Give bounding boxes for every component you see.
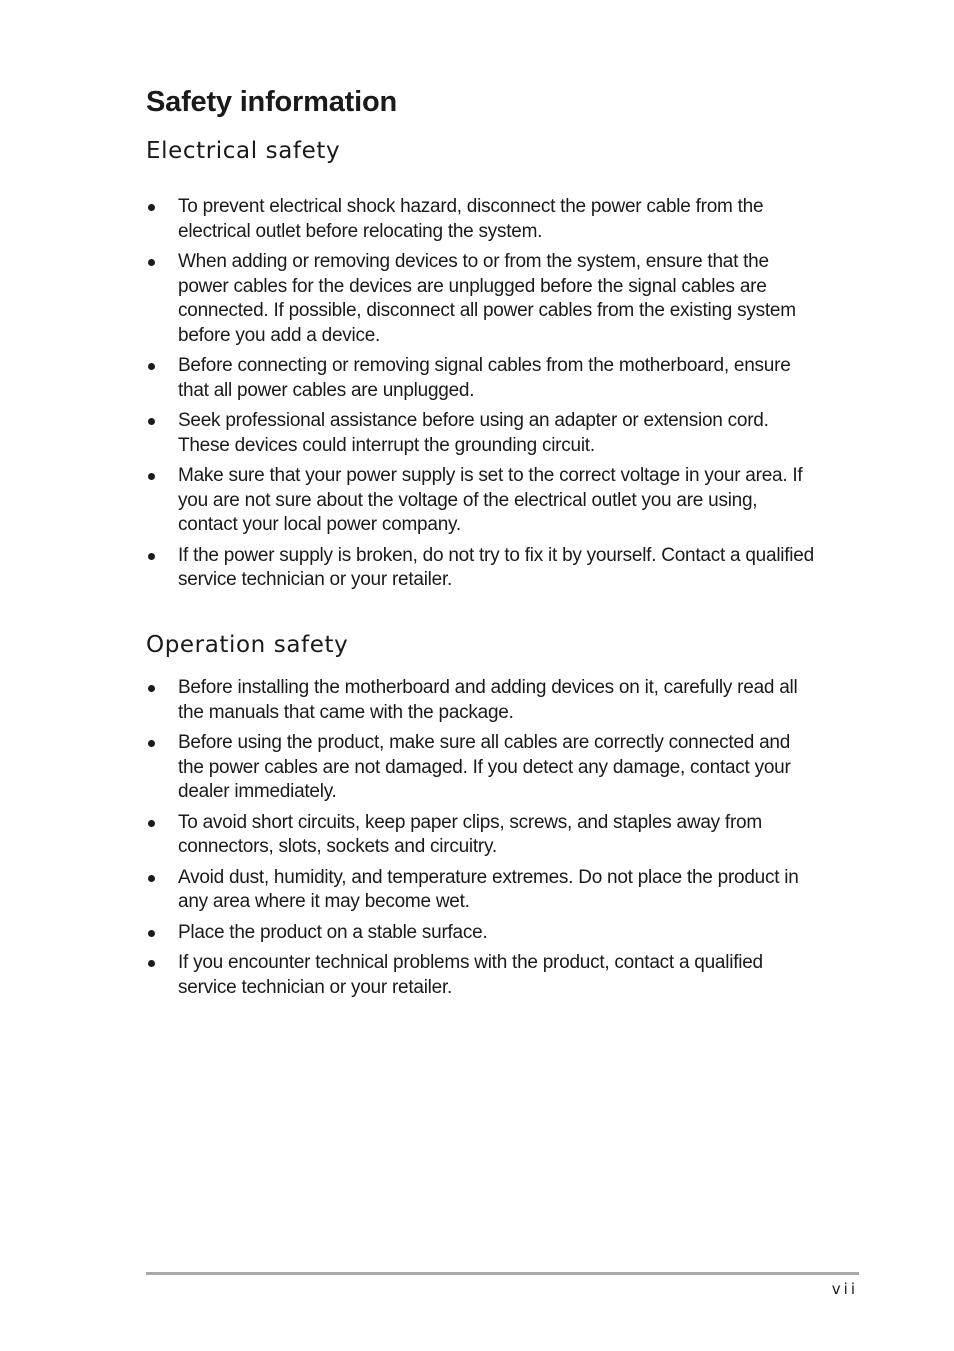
bullet-icon (148, 685, 155, 692)
list-item-text: Before installing the motherboard and adding devices on it, carefully read all the manuals that came with the package. (178, 677, 798, 723)
list-item (146, 811, 816, 860)
operation-safety-heading: Operation safety (146, 632, 349, 658)
electrical-safety-list (146, 195, 816, 599)
list-item (146, 354, 816, 403)
electrical-safety-heading: Electrical safety (146, 138, 341, 164)
page-title: Safety information (146, 86, 397, 118)
bullet-icon (148, 930, 155, 937)
list-item (146, 676, 816, 725)
list-item-text: When adding or removing devices to or from the system, ensure that the power cables for the devices are unplugged before the signal cables are connected. If possible, disconnect all power cables from the existing system before you add a device. (178, 251, 796, 346)
list-item (146, 921, 816, 946)
list-item (146, 866, 816, 915)
bullet-icon (148, 960, 155, 967)
list-item-text: To avoid short circuits, keep paper clips, screws, and staples away from connectors, slots, sockets and circuitry. (178, 811, 762, 857)
list-item (146, 195, 816, 244)
list-item-text: Before using the product, make sure all cables are correctly connected and the power cables are not damaged. If you detect any damage, contact your dealer immediately. (178, 732, 791, 802)
footer-divider (146, 1272, 859, 1275)
bullet-icon (148, 553, 155, 560)
list-item-text: If you encounter technical problems with the product, contact a qualified service technician or your retailer. (178, 952, 763, 998)
list-item-text: Make sure that your power supply is set to the correct voltage in your area. If you are not sure about the voltage of the electrical outlet you are using, contact your local power company. (178, 465, 803, 535)
list-item-text: Seek professional assistance before using an adapter or extension cord. These devices could interrupt the grounding circuit. (178, 410, 769, 456)
operation-safety-list (146, 676, 816, 1006)
bullet-icon (148, 204, 155, 211)
list-item (146, 250, 816, 348)
list-item (146, 951, 816, 1000)
list-item-text: Place the product on a stable surface. (178, 921, 488, 943)
list-item-text: If the power supply is broken, do not try to fix it by yourself. Contact a qualified service technician or your retailer. (178, 544, 814, 590)
list-item (146, 409, 816, 458)
list-item-text: Avoid dust, humidity, and temperature extremes. Do not place the product in any area where it may become wet. (178, 866, 799, 912)
list-item-text: Before connecting or removing signal cables from the motherboard, ensure that all power cables are unplugged. (178, 355, 791, 401)
bullet-icon (148, 740, 155, 747)
list-item (146, 544, 816, 593)
bullet-icon (148, 363, 155, 370)
list-item-text: To prevent electrical shock hazard, disconnect the power cable from the electrical outlet before relocating the system. (178, 196, 764, 242)
bullet-icon (148, 473, 155, 480)
bullet-icon (148, 418, 155, 425)
page-number: vii (831, 1280, 858, 1298)
bullet-icon (148, 875, 155, 882)
bullet-icon (148, 820, 155, 827)
list-item (146, 731, 816, 805)
bullet-icon (148, 259, 155, 266)
list-item (146, 464, 816, 538)
